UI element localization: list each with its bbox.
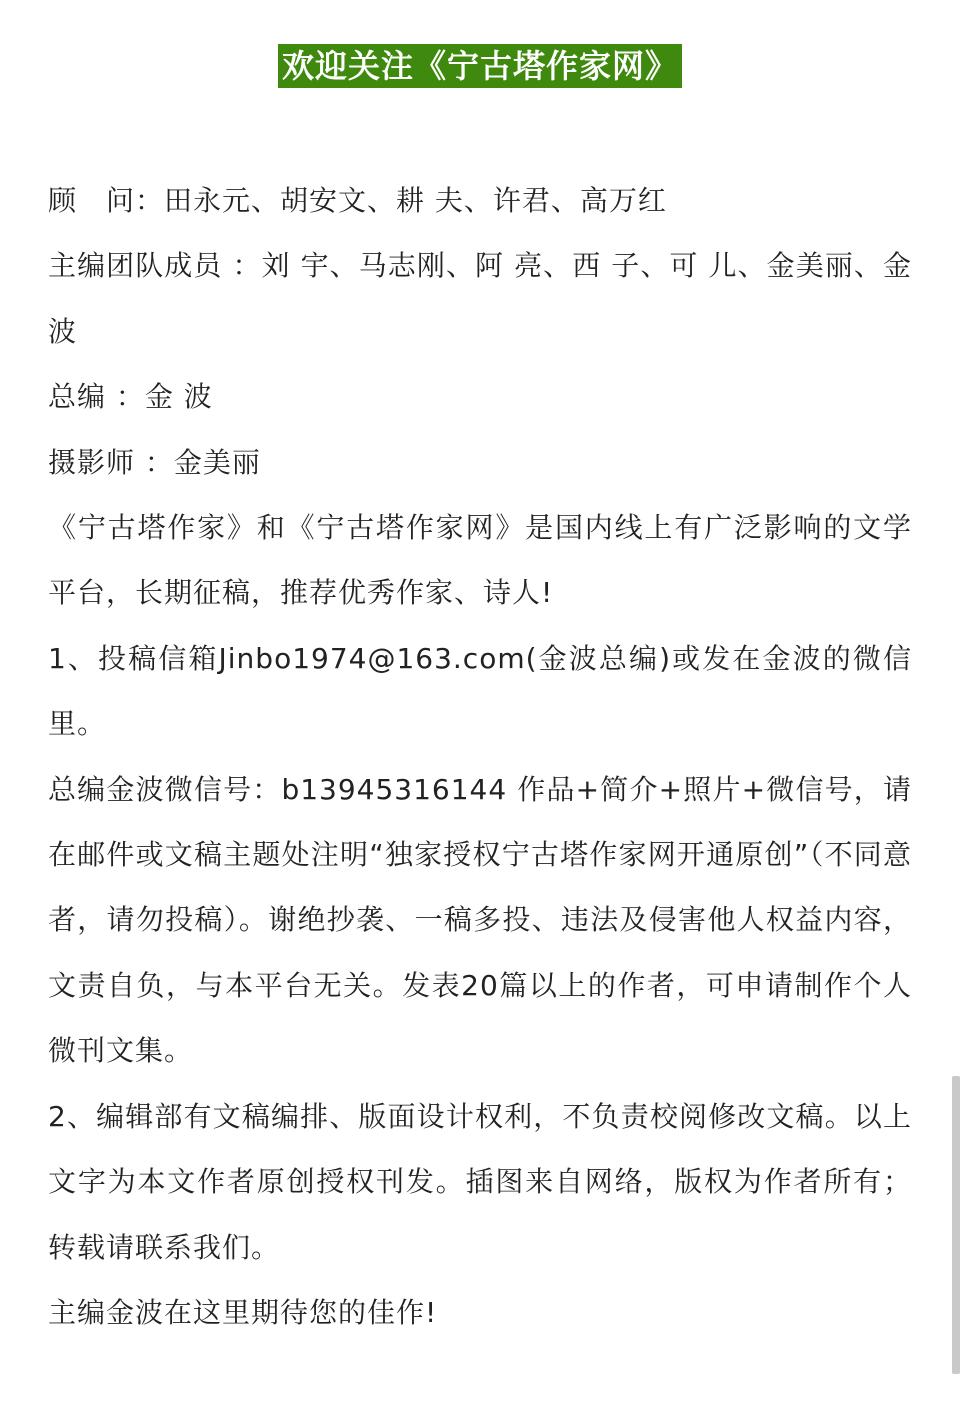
advisors-line: 顾 问：田永元、胡安文、耕 夫、许君、高万红 [48,184,667,217]
scrollbar-thumb[interactable] [952,1076,960,1374]
editorial-team-line: 主编团队成员 ：刘 宇、马志刚、阿 亮、西 子、可 儿、金美丽、金 波 [48,249,912,348]
photographer-line: 摄影师 ：金美丽 [48,445,261,479]
submission-rule-2: 2、编辑部有文稿编排、版面设计权利，不负责校阅修改文稿。以上文字为本文作者原创授权刊发。插图来自网络，版权为作者所有；转载请联系我们。 [48,1099,912,1264]
title-container [0,44,960,88]
article-body [48,168,912,1345]
page-title: 欢迎关注《宁古塔作家网》 [278,44,682,88]
intro-paragraph: 《宁古塔作家》和《宁古塔作家网》是国内线上有广泛影响的文学平台，长期征稿，推荐优秀作家、诗人! [48,511,912,610]
chief-editor-line: 总编 ：金 波 [48,380,213,414]
closing-line: 主编金波在这里期待您的佳作! [48,1295,438,1329]
submission-rule-1: 1、投稿信箱Jinbo1974@163.com(金波总编)或发在金波的微信里。 [48,641,912,741]
wechat-notice-paragraph: 总编金波微信号：b13945316144 作品+简介+照片+微信号，请在邮件或文稿主题处注明“独家授权宁古塔作家网开通原创”（不同意者，请勿投稿）。谢绝抄袭、一稿多投、违法及侵害他人权益内容，文责自负，与本平台无关。发表20篇以上的作者，可申请制作个人微刊文集。 [48,772,912,1068]
